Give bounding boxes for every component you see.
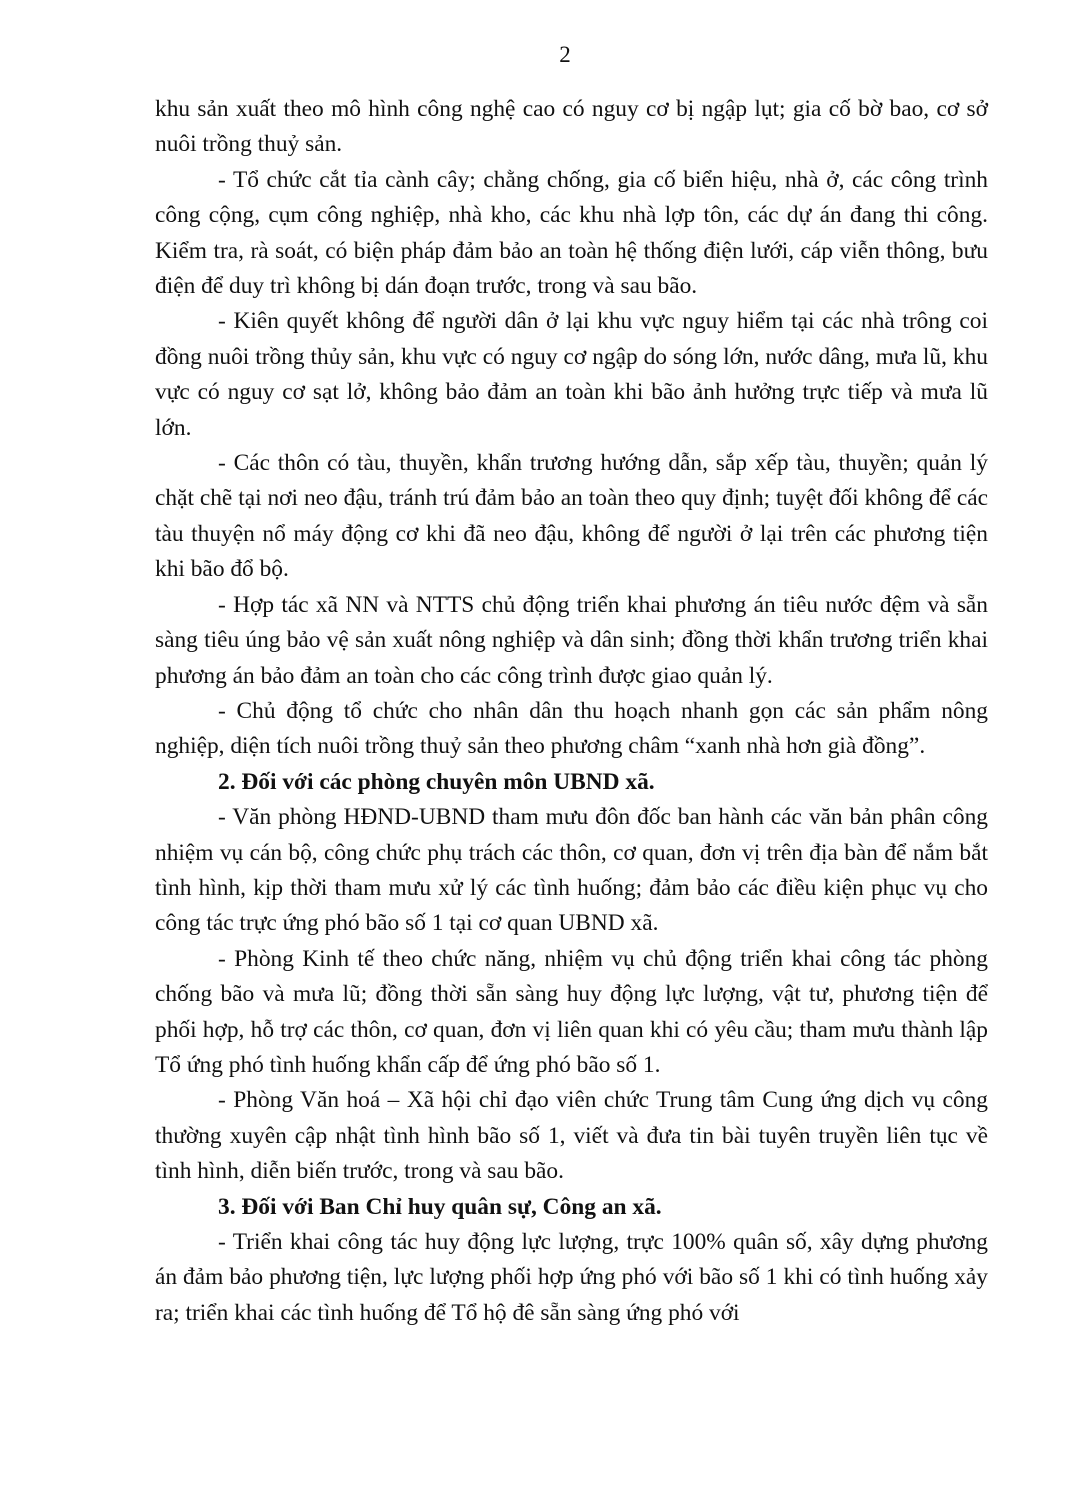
document-body xyxy=(155,92,988,1331)
paragraph-office: - Văn phòng HĐND-UBND tham mưu đôn đốc ban hành các văn bản phân công nhiệm vụ cán bộ, công chức phụ trách các thôn, cơ quan, đơn vị trên địa bàn để nắm bắt tình hình, kịp thời tham mưu xử lý các tình huống; đảm bảo các điều kiện phục vụ cho công tác trực ứng phó bão số 1 tại cơ quan UBND xã. xyxy=(155,804,988,937)
paragraph-harvest: - Chủ động tổ chức cho nhân dân thu hoạch nhanh gọn các sản phẩm nông nghiệp, diện tích nuôi trồng thuỷ sản theo phương châm “xanh nhà hơn già đồng”. xyxy=(155,697,988,760)
paragraph-culture-department: - Phòng Văn hoá – Xã hội chỉ đạo viên chức Trung tâm Cung ứng dịch vụ công thường xuyên cập nhật tình hình bão số 1, viết và đưa tin bài tuyên truyền liên tục về tình hình, diễn biến trước, trong và sau bão. xyxy=(155,1087,988,1185)
paragraph-evacuation: - Kiên quyết không để người dân ở lại khu vực nguy hiểm tại các nhà trông coi đồng nuôi trồng thủy sản, khu vực có nguy cơ ngập do sóng lớn, nước dâng, mưa lũ, khu vực có nguy cơ sạt lở, không bảo đảm an toàn khi bão ảnh hưởng trực tiếp và mưa lũ lớn. xyxy=(155,308,988,441)
section-heading-2: 2. Đối với các phòng chuyên môn UBND xã. xyxy=(218,768,655,795)
paragraph-economy-department: - Phòng Kinh tế theo chức năng, nhiệm vụ chủ động triển khai công tác phòng chống bão và mưa lũ; đồng thời sẵn sàng huy động lực lượng, vật tư, phương tiện để phối hợp, hỗ trợ các thôn, cơ quan, đơn vị liên quan khi có yêu cầu; tham mưu thành lập Tổ ứng phó tình huống khẩn cấp để ứng phó bão số 1. xyxy=(155,945,988,1078)
page-number: 2 xyxy=(559,42,571,67)
paragraph-cooperative: - Hợp tác xã NN và NTTS chủ động triển khai phương án tiêu nước đệm và sẵn sàng tiêu úng bảo vệ sản xuất nông nghiệp và dân sinh; đồng thời khẩn trương triển khai phương án bảo đảm an toàn cho các công trình được giao quản lý. xyxy=(155,591,988,689)
section-heading-3: 3. Đối với Ban Chỉ huy quân sự, Công an xã. xyxy=(218,1193,662,1220)
paragraph-military-police: - Triển khai công tác huy động lực lượng, trực 100% quân số, xây dựng phương án đảm bảo phương tiện, lực lượng phối hợp ứng phó với bão số 1 khi có tình huống xảy ra; triển khai các tình huống để Tổ hộ đê sẵn sàng ứng phó với xyxy=(155,1229,988,1326)
paragraph-boats: - Các thôn có tàu, thuyền, khẩn trương hướng dẫn, sắp xếp tàu, thuyền; quản lý chặt chẽ tại nơi neo đậu, tránh trú đảm bảo an toàn theo quy định; tuyệt đối không để các tàu thuyện nổ máy động cơ khi đã neo đậu, không để người ở lại trên các phương tiện khi bão đổ bộ. xyxy=(155,450,988,583)
paragraph-tree-trimming: - Tổ chức cắt tỉa cành cây; chằng chống, gia cố biển hiệu, nhà ở, các công trình công cộng, cụm công nghiệp, nhà kho, các khu nhà lợp tôn, các dự án đang thi công. Kiểm tra, rà soát, có biện pháp đảm bảo an toàn hệ thống điện lưới, cáp viễn thông, bưu điện để duy trì không bị dán đoạn trước, trong và sau bão. xyxy=(155,166,988,300)
paragraph-continuation: khu sản xuất theo mô hình công nghệ cao có nguy cơ bị ngập lụt; gia cố bờ bao, cơ sở nuôi trồng thuỷ sản. xyxy=(155,96,988,158)
